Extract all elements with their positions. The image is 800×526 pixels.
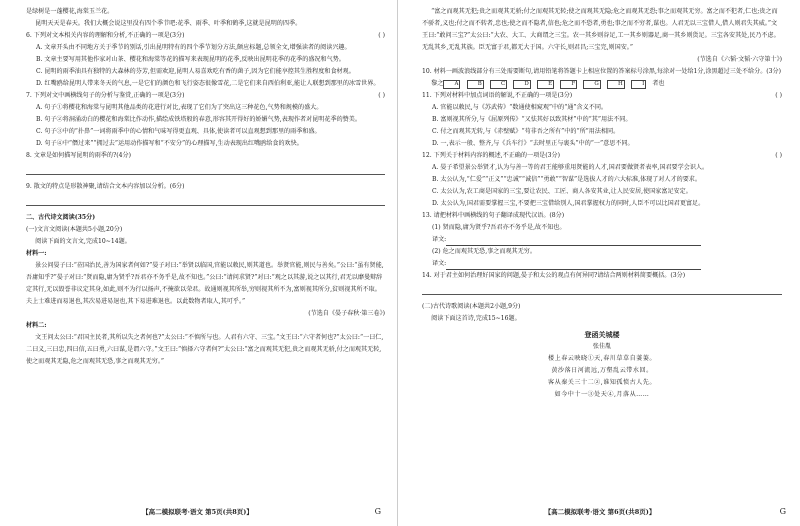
option-c: C. 太公认为,农工商是国家的三宝,要让农民、工匠、商人各安其业,让人民安居,使国家富足安定。 — [432, 188, 692, 195]
option-a: A. 文章开头由不同地方关于季节的别话,引出昆明特有的四个季节划分方法,颇应标题,总领全文,增强读者的阅读兴趣。 — [36, 44, 351, 51]
page-divider — [397, 0, 398, 526]
page-6 — [400, 0, 800, 526]
option-c: C. 昆明的雨季油具有独特的大森林的芬芳,但需欢迎,昆明人易喜欢吃有香的菌子,因为它们能享控其生胜程度和食材观。 — [36, 68, 355, 75]
answer-line[interactable] — [26, 164, 385, 175]
break-box-i[interactable]: I — [631, 80, 646, 89]
poem-line: 如今中十一③处天④,月落从…… — [554, 391, 650, 398]
poem-line: 客从秦关三十二②,谁知孤愤古人先。 — [548, 379, 656, 386]
instruction: 阅读下面的文言文,完成10~14题。 — [35, 238, 131, 245]
poem-line: 楼上春云映晓①天,春川草草自萋萋。 — [548, 355, 656, 362]
page-footer: 【高二模拟联考·语文 第5页(共8页)】 G — [142, 507, 381, 516]
break-box-e[interactable]: E — [537, 80, 554, 89]
poem-line: 黄沙落日河流远,万壑乱云带水回。 — [551, 367, 653, 374]
option-c: C. 句子③中的“扑鼻”一词将雨季中的心情和气味写得更直观、具体,使读者可以直观想到那里的雨季和盛。 — [36, 128, 321, 135]
subsection-heading: (一)文言文阅读(本题共5小题,20分) — [26, 226, 123, 233]
translation-2[interactable]: 译文: — [422, 258, 782, 270]
instruction: 阅读下面这首诗,完成15~16题。 — [431, 315, 521, 322]
break-box-h[interactable]: H — [607, 80, 625, 89]
sentence-break-boxes[interactable] — [422, 78, 782, 90]
break-prefix: 黎之 — [431, 80, 444, 87]
question-9: 9. 散文的特点是形散神聚,请结合文本内容加以分析。(6分) — [26, 183, 185, 190]
option-d: D. 太公认为,国君需要掌握三宝,不要把三宝借给别人,国君掌握权力的同时,人臣不可以比国君更富足。 — [432, 200, 705, 207]
text-line: 是绿树是一蓬樱花,海棠玉兰花。 — [26, 8, 114, 15]
option-a: A. 官能以敕民,与《苏武传》“数通使相窥观”中的“通”含义不同。 — [432, 104, 608, 111]
option-b: B. 富则视其所分,与《屈原列传》“又怯其好以致其材”中的“其”用法不同。 — [432, 116, 632, 123]
break-box-g[interactable]: G — [583, 80, 601, 89]
option-b: B. 太公认为,“仁爱”“正义”“忠诚”“诚信”“勇敢”“智谋”是选拔人才的六大标准,体现了对人才的要求。 — [432, 176, 701, 183]
question-12: 12. 下列关于材料内容的概述,不正确的一项是(3分) ( ) — [422, 152, 782, 159]
material-2-continued: “富之而观其无犯;贵之而观其无骄;付之而观其无转;使之而观其无隐;危之而观其无恐;事之而观其无穷。富之而不犯者,仁也;贵之而不骄者,义也;付之而不转者,忠也;使之而不隐者,信也;危之而不恐者,勇也;事之而不穷者,谋也。人君无以三宝借人,借人则君失其威。”文王曰:“敢问三宝?”太公曰:“大农、大工、大商谓之三宝。农一其乡则谷足,工一其乡则器足,商一其乡则货足。三宝各安其处,民乃不虑。无乱其乡,无乱其族。臣无富于君,都无大于国。六守长,则君昌;三宝完,则国安。” — [422, 8, 780, 51]
answer-line[interactable] — [422, 284, 782, 295]
question-13: 13. 请把材料中画横线的句子翻译成现代汉语。(8分) — [422, 212, 565, 219]
section-heading: 二、古代诗文阅读(35分) — [26, 214, 96, 221]
question-10: 10. 材料一画波浪线部分有三处需要断句,请用铅笔将答题卡上相应位置的答案标号涂黑,每涂对一处给1分,涂黑超过三处不给分。(3分) — [422, 68, 782, 75]
question-7: 7. 下列对文中画横线句子的分析与鉴赏,正确的一项是(3分) ( ) — [26, 92, 385, 99]
question-8: 8. 文章是如何描写昆明的雨季的?(4分) — [26, 152, 131, 159]
break-box-c[interactable]: C — [490, 80, 507, 89]
break-box-a[interactable]: A — [443, 80, 460, 89]
option-b: B. 句子②将洞涌动白的樱花和海棠比作动作,描绘成铁塔般的春意,形容其开得好的娇媚气势,表现作者对昆明花季的赞美。 — [36, 116, 361, 123]
question-6: 6. 下列对文本相关内容的理解和分析,不正确的一项是(3分) ( ) — [26, 32, 385, 39]
option-a: A. 句子①将樱花和海棠与昆明其他品类的花进行对比,表现了它们为了突出这三种花色,气势和规模的盛大。 — [36, 104, 323, 111]
material-2-text: 文王问太公曰:“君国主民者,其所以失之者何也?”太公曰:“不慎所与也。人君有六守、三宝。”文王曰:“六守者何也?”太公曰:“一曰仁,二曰义,三曰忠,四曰信,五曰勇,六曰谋,是谓六守。”文王曰:“慎择六守者何?”太公曰:“富之而观其无犯,贵之而观其无骄,付之而观其无转,使之而观其无隐,危之而观其无恐,事之而观其无穷。” — [26, 334, 384, 365]
poem-author: 张佳胤 — [592, 343, 612, 350]
break-suffix: 者也 — [652, 80, 665, 87]
subsection-heading: (二)古代诗歌阅读(本题共2小题,9分) — [422, 303, 521, 310]
break-box-d[interactable]: D — [513, 80, 531, 89]
translation-1[interactable]: 译文: — [422, 234, 782, 246]
source-note: (节选自《晏子春秋·第三卷》) — [308, 310, 385, 317]
option-d: D. 一,表示一般、整齐,与《兵车行》“去时里正与裹头”中的“一”意思不同。 — [432, 140, 634, 147]
option-d: D. 红嘴鸥给昆明人带来冬天的气息,一是它们的颜色和飞行姿态很像雪花,二是它们来自西伯利亚,能让人联想到那里的冰雪世界。 — [36, 80, 380, 87]
page-5 — [0, 0, 395, 526]
break-box-b[interactable]: B — [467, 80, 484, 89]
sentence-1: (1) 贤而隐,庸为贤乎?吾君亦不务乎是,故不知也。 — [432, 224, 566, 231]
question-11: 11. 下列对材料中加点词语的解说,不正确的一项是(3分) ( ) — [422, 92, 782, 99]
poem-title: 登函关城楼 — [584, 330, 620, 339]
option-d: D. 句子④中“僭过来”“拥过去”运用动作描写和“不安分”的心理描写,生动表现出红嘴鸥给食的欢快。 — [36, 140, 303, 147]
question-14: 14. 对于君主如何治理好国家的问题,晏子和太公的观点有何异同?请结合两则材料简要概括。(3分) — [422, 272, 686, 279]
material-1-text: 景公问晏子曰:“莅国治民,善为国家者何如?”晏子对曰:“举贤以临国,官能以敕民,则其道也。举贤官能,则民与善矣。”公曰:“虽有贤能,吾庸知乎?”晏子对曰:“贤而隐,庸为贤乎?吾君亦不务乎是,故不知也。”公曰:“请问求贤?”对曰:“观之以其游,说之以其行,君无以靡曼辩辞定其行,无以毁誉非议定其身,如此,则不为行以扬声,不掩欲以荣君。故通则视其所举,穷则视其所不为,富则视其所分,贫则视其所不取。夫上士难进而易退也,其次易进易退也,其下易进难退也。以此数物者取人,其可乎。” — [26, 262, 384, 305]
text-line: 昆明天天是春天。我们大概会说这里没有四个季节吧:花季、雨季、叶季和鹤季,这就是昆明的四季。 — [35, 20, 302, 27]
page-footer: 【高二模拟联考·语文 第6页(共8页)】 G — [544, 507, 786, 516]
option-a: A. 晏子希望景公举贤才,认为与善一等的君王能够重用贤能的人才,国君要做贤者表率,国君要学会识人。 — [432, 164, 709, 171]
material-1-label: 材料一: — [26, 250, 47, 257]
source-note: (节选自《六韬·文韬·六守第十》) — [697, 56, 782, 63]
sentence-2: (2) 危之而观其无恐,事之而观其无穷。 — [432, 248, 536, 255]
break-box-f[interactable]: F — [560, 80, 577, 89]
option-b: B. 文章主要写用其他作家对山茶、樱花和海棠等花的描写来表现昆明的花季,反映出昆明花季的花季的盛况和气势。 — [36, 56, 345, 63]
option-c: C. 付之而观其无转,与《赤壁赋》“苟非吾之所有”中的“所”用法相同。 — [432, 128, 620, 135]
answer-line[interactable] — [26, 195, 385, 206]
material-2-label: 材料二: — [26, 322, 47, 329]
